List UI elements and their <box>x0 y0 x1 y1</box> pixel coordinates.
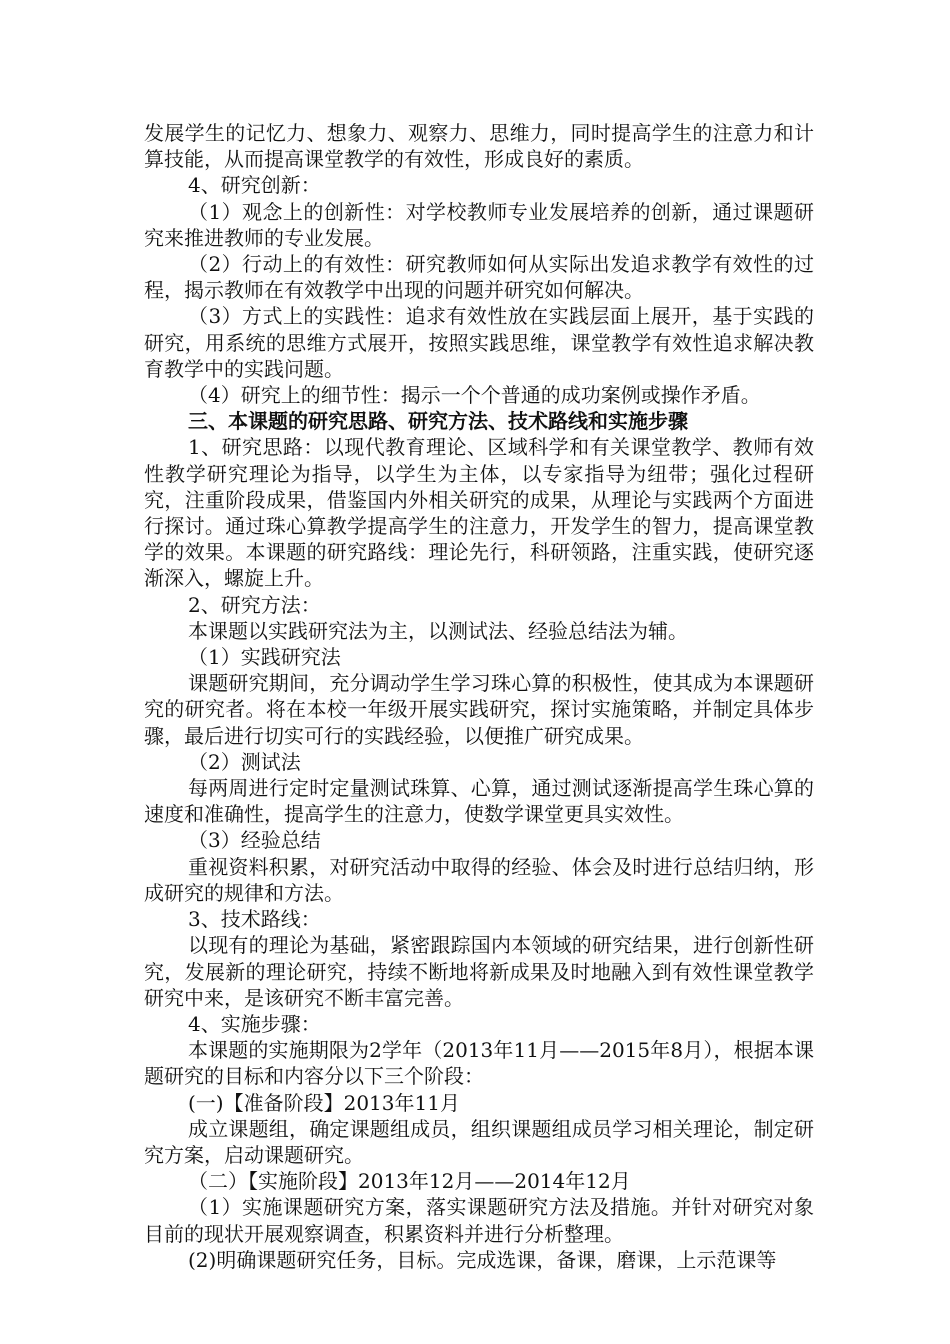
paragraph: 1、研究思路：以现代教育理论、区域科学和有关课堂教学、教师有效性教学研究理论为指导，以学生为主体，以专家指导为纽带；强化过程研究，注重阶段成果，借鉴国内外相关研究的成果，从理论与实践两个方面进行探讨。通过珠心算教学提高学生的注意力，开发学生的智力，提高课堂教学的效果。本课题的研究路线：理论先行，科研领路，注重实践，使研究逐渐深入，螺旋上升。 <box>144 435 814 591</box>
paragraph: （4）研究上的细节性：揭示一个个普通的成功案例或操作矛盾。 <box>188 383 761 408</box>
paragraph: 课题研究期间，充分调动学生学习珠心算的积极性，使其成为本课题研究的研究者。将在本校一年级开展实践研究，探讨实施策略，并制定具体步骤，最后进行切实可行的实践经验，以便推广研究成果。 <box>144 671 814 748</box>
paragraph: 发展学生的记忆力、想象力、观察力、思维力，同时提高学生的注意力和计算技能，从而提高课堂教学的有效性，形成良好的素质。 <box>144 121 814 172</box>
paragraph: （1）实施课题研究方案，落实课题研究方法及措施。并针对研究对象目前的现状开展观察调查，积累资料并进行分析整理。 <box>144 1195 814 1246</box>
subsection-heading: （3）经验总结 <box>188 828 321 853</box>
subsection-heading: （2）测试法 <box>188 749 301 774</box>
paragraph: (2)明确课题研究任务，目标。完成选课，备课，磨课，上示范课等 <box>188 1247 777 1272</box>
paragraph: （3）方式上的实践性：追求有效性放在实践层面上展开，基于实践的研究，用系统的思维方式展开，按照实践思维，课堂教学有效性追求解决教育教学中的实践问题。 <box>144 304 814 381</box>
section-heading: 2、研究方法： <box>188 592 321 617</box>
paragraph: 本课题的实施期限为2学年（2013年11月——2015年8月），根据本课题研究的目标和内容分以下三个阶段： <box>144 1038 814 1089</box>
stage-heading: (一)【准备阶段】2013年11月 <box>188 1090 460 1115</box>
paragraph: （1）观念上的创新性：对学校教师专业发展培养的创新，通过课题研究来推进教师的专业发展。 <box>144 199 814 250</box>
document-page <box>144 120 814 1273</box>
paragraph: 本课题以实践研究法为主，以测试法、经验总结法为辅。 <box>188 618 688 643</box>
paragraph: （2）行动上的有效性：研究教师如何从实际出发追求教学有效性的过程，揭示教师在有效教学中出现的问题并研究如何解决。 <box>144 252 814 303</box>
chapter-heading: 三、本课题的研究思路、研究方法、技术路线和实施步骤 <box>188 409 688 434</box>
paragraph: 每两周进行定时定量测试珠算、心算，通过测试逐渐提高学生珠心算的速度和准确性，提高学生的注意力，使数学课堂更具实效性。 <box>144 776 814 827</box>
paragraph: 重视资料积累，对研究活动中取得的经验、体会及时进行总结归纳，形成研究的规律和方法。 <box>144 854 814 905</box>
paragraph: 成立课题组，确定课题组成员，组织课题组成员学习相关理论，制定研究方案，启动课题研究。 <box>144 1116 814 1167</box>
section-heading: 4、实施步骤： <box>188 1011 321 1036</box>
section-heading: 3、技术路线： <box>188 907 321 932</box>
section-heading: 4、研究创新： <box>188 173 321 198</box>
stage-heading: （二）【实施阶段】2013年12月——2014年12月 <box>188 1169 631 1194</box>
subsection-heading: （1）实践研究法 <box>188 645 341 670</box>
paragraph: 以现有的理论为基础，紧密跟踪国内本领域的研究结果，进行创新性研究，发展新的理论研究，持续不断地将新成果及时地融入到有效性课堂教学研究中来，是该研究不断丰富完善。 <box>144 933 814 1010</box>
